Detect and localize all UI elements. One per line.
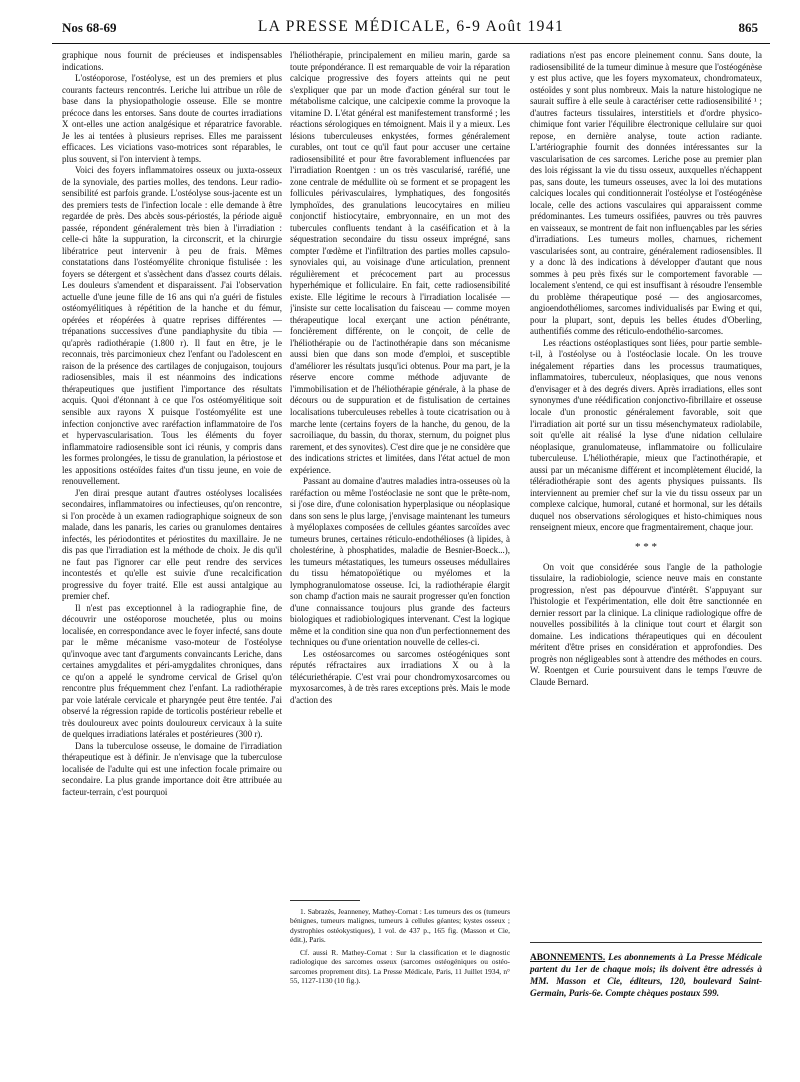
section-separator: * * * <box>635 540 657 553</box>
paragraph: On voit que considérée sous l'angle de la pathologie tissulaire, la radiobiologie, science neuve mais en constante progression, n'est pas dépourvue d'intérêt. S'appuyant sur l'histologie et l'expérimentation, elle doit être sanctionnée en dernier ressort par la clinique. La clinique radiologique offre de nouvelles possibilités à la clinique tout court et élargit son domaine. Les indications thérapeutiques qui en découlent méritent d'être prises en considération et approfondies. Des progrès non négligeables sont à attendre des méthodes en cours. W. Roentgen et Curie poursuivent dans le temps l'œuvre de Claude Bernard. <box>530 561 762 687</box>
footnote-rule <box>290 900 360 901</box>
subscriptions-text: Les abonnements à La Presse Médicale partent du 1er de chaque mois; ils doivent être adressés à MM. Masson et Cie, éditeurs, 120, boulevard Saint-Germain, Paris-6e. Compte chèques postaux 599. <box>530 953 762 999</box>
paragraph: Les réactions ostéoplastiques sont liées, pour partie semble-t-il, à l'ostéolyse ou à l'ostéoclasie locale. On les trouve inégalement réparties dans les processus traumatiques, inflammatoires, tuberculeux, néoplasiques, que nous venons d'envisager et à des degrés divers. Après irradiations, elles sont synonymes d'une réédification conjonctivo-fibrillaire et osseuse locale d'un pronostic généralement favorable, soit que l'irradiation ait porté sur un tissu mésenchymateux radiolabile, soit qu'elle ait réalisé la lyse d'une nidation cellulaire néoplasique, granulomateuse, inflammatoire ou folliculaire tuberculeuse. L'héliothérapie, mieux que l'actinothérapie, et aussi par un mécanisme différent et incomplètement élucidé, la téléradiothérapie sont des agents physiques puissants. Ils interviennent au premier chef sur la vie du tissu osseux par un complexe calcique, humoral, cutané et hormonal, sur les détails duquel nos observations sérologiques et histo-chimiques nous renseignent mieux, encore que fragmentairement, chaque jour. <box>530 337 762 533</box>
paragraph: Voici des foyers inflammatoires osseux ou juxta-osseux de la synoviale, des parties molles, des tendons. Leur radio-sensibilité est parfois grande. L'ostéolyse sous-jacente est un des premiers tests de l'infection locale : elle demande à être regardée de près. Des abcès sous-périostés, la période aiguë passée, répondent généralement très bien à l'irradiation : celle-ci hâte la suppuration, la circonscrit, et la chirurgie libératrice peut intervenir à peu de frais. Mêmes constatations dans l'ostéomyélite chronique fistulisée : les foyers se détergent et s'assèchent dans d'assez courts délais. Les douleurs s'amendent et disparaissent. J'ai l'observation actuelle d'une jeune fille de 16 ans qui n'a guéri de fistules ostéomyélitiques à répétition de la hanche et du fémur, opérées et réopérées à quatre reprises différentes — trépanations successives d'une pandiaphysite du tibia — qu'après radiothérapie (1.800 r). Il faut en être, je le reconnais, très parcimonieux chez l'enfant ou l'adolescent en raison de la présence des cartilages de conjugaison, toujours radiosensibles, mais il est néanmoins des indications thérapeutiques que justifient l'importance des résultats acquis. Quoi d'étonnant à ce que l'os ostéomyélitique soit sensible aux rayons X puisque l'ostéomyélite est une infection conjonctive avec raréfaction inflammatoire de l'os et hypervascularisation. Tous les éléments du foyer inflammatoire radiosensible sont ici réunis, y compris dans les formes prolongées, le tissu de granulation, la périostose et les appositions ostéoïdes faites d'un tissu jeune, en voie de renouvellement. <box>62 165 282 487</box>
subscriptions-lead: ABONNEMENTS. <box>530 953 606 963</box>
footnotes <box>290 900 510 989</box>
issue-number: Nos 68-69 <box>62 20 117 35</box>
page-header <box>52 16 770 44</box>
subscriptions-notice <box>530 942 762 1001</box>
footnote: Cf. aussi R. Mathey-Cornat : Sur la classification et le diagnostic radiologique des sarcomes osseux (sarcomes ostéogéniques ou ostéo-sarcomes proprement dits). La Presse Médicale, Paris, 11 Juillet 1934, n° 55, 1127-1130 (10 fig.). <box>290 948 510 986</box>
journal-title: LA PRESSE MÉDICALE, 6-9 Août 1941 <box>257 18 565 35</box>
paragraph: graphique nous fournit de précieuses et indispensables indications. <box>62 50 282 72</box>
paragraph: radiations n'est pas encore pleinement connu. Sans doute, la radiosensibilité de la tumeur diminue à mesure que l'ostéogénèse y est plus active, que les foyers myxomateux, chondromateux, ostéoïdes y sont plus nombreux. Mais la nature histologique ne saurait suffire à elle seule à caractériser cette radiosensibilité ¹ ; d'autres facteurs tissulaires, interstitiels et d'ordre physico-chimique font varier l'équilibre électronique cellulaire sur quoi repose, en dernière analyse, toute action radiante. L'artériographie fournit des données intéressantes sur la vascularisation de ces sarcomes. Leriche pose au premier plan des lois régissant la vie du tissu osseux, auxquelles n'échappent pas, sans doute, les tumeurs osseuses, avec la loi des mutations calciques locales qui conditionnerait l'ostéolyse et l'ostéogénèse locale, celle des actions vasculaires qui apparaissent comme prédominantes. Les tumeurs ossifiées, pauvres ou très pauvres en vaisseaux, se montrent de fait non influençables par les séries d'irradiations. Les tumeurs molles, charnues, richement vascularisées sont, au contraire, généralement radiosensibles. Il y a donc là des indications à développer d'autant que nous sommes à peu près fixés sur le comportement favorable — localement s'entend, ce qui est insuffisant à résoudre l'ensemble du problème thérapeutique posé — des angiosarcomes, angioendothéliomes, sarcomes individualisés par Ewing et qui, pour la plupart, sont, depuis les belles études d'Oberling, authentifiés comme des réticulo-endothélio-sarcomes. <box>530 50 762 337</box>
paragraph: L'ostéoporose, l'ostéolyse, est un des premiers et plus courants facteurs rencontrés. Leriche lui attribue un rôle de base dans la physiopathologie osseuse. Elle se montre précoce dans les entorses. Sans doute de courtes irradiations X ont-elles une action analgésique et réparatrice favorable. Je les ai tentées à plusieurs reprises. Elles me paraissent efficaces. Les viciations vaso-motrices sont réparables, le plus souvent, si l'on intervient à temps. <box>62 73 282 164</box>
paragraph: Les ostéosarcomes ou sarcomes ostéogéniques sont réputés réfractaires aux irradiations X ou à la télécuriethérapie. C'est vrai pour chondromyxosarcomes ou myxosarcomes, à de très rares exceptions près. Mais le mode d'action des <box>290 648 510 705</box>
paragraph: l'héliothérapie, principalement en milieu marin, garde sa toute prépondérance. Il est remarquable de voir la réparation calcique progressive des foyers atteints qui ne peut s'expliquer que par un mode d'action général sur tout le métabolisme calcique, une calcipexie comme la provoque la vitamine D. L'état général est manifestement transformé ; les réactions sérologiques en témoignent. Mais il y a mieux. Les lésions tuberculeuses enkystées, formes généralement curables, ont tout ce qu'il faut pour accuser une certaine radiosensibilité et pour être favorablement influencées par l'irradiation Roentgen : un os très vascularisé, raréfié, une zone centrale de médullite où se forment et se propagent les follicules périvasculaires, lymphatiques, des fongosités lymphoïdes, des granulations leucocytaires en milieu conjonctif histiocytaire, embryonnaire, en un mot des tubercules confluents tendant à la caséification et à la séquestration secondaire du tissu osseux imprégné, sans compter l'œdème et l'infiltration des parties molles capsulo-synoviales qui, au voisinage d'une articulation, prennent régulièrement et précocement part au processus hyperhémique et folliculaire. En fait, cette radiosensibilité existe. Elle légitime le recours à l'irradiation localisée — j'insiste sur cette localisation du faisceau — comme moyen thérapeutique local exerçant une action pénétrante, foncièrement différente, on le conçoit, de celle de l'héliothérapie ou de l'actinothérapie dans son mécanisme aussi bien que dans son mode d'emploi, et susceptible d'améliorer les résultats jusqu'ici obtenus. Pour ma part, je la réserve encore comme méthode adjuvante de l'immobilisation et de l'héliothérapie générale, à la phase de décours ou de suppuration et de fistulisation de certaines localisations tuberculeuses rebelles à toute cicatrisation ou à marche lente (certains foyers de la hanche, du genou, de la sacroiliaque, du bassin, du thorax, sternum, du poignet plus rarement, et des synovites). C'est dire que je ne considère que des indications strictes et limitées, dans l'état actuel de mon expérience. <box>290 50 510 475</box>
column-2 <box>290 50 510 890</box>
column-1 <box>62 50 282 1060</box>
paragraph: Il n'est pas exceptionnel à la radiographie fine, de découvrir une ostéoporose mouchetée, plus ou moins localisée, en correspondance avec le foyer infecté, sans doute par le même mécanisme vaso-moteur de l'ostéolyse qu'invoque avec tant d'arguments convaincants Leriche, dans certaines amygdalites et péri-amygdalites chroniques, dans ce qu'on a appelé le syndrome cervical de Grisel qu'on rencontre plus fréquemment chez l'enfant. La radiothérapie par voie latérale cervicale et pharyngée peut être tentée. J'ai observé la régression rapide de torticolis postérieur rebelle et très douloureux avec points douloureux cervicaux à la suite de quelques irradiations latérales et postérieures (300 r). <box>62 602 282 740</box>
footnote: 1. Sabrazès, Jeanneney, Mathey-Cornat : Les tumeurs des os (tumeurs bénignes, tumeurs malignes, tumeurs à cellules géantes; kystes osseux ; dystrophies ostéokystiques), 1 vol. de 437 p., 165 fig. (Masson et Cie, édit.), Paris. <box>290 907 510 944</box>
paragraph: J'en dirai presque autant d'autres ostéolyses localisées secondaires, inflammatoires ou infectieuses, qu'on rencontre, si l'on procède à un examen radiographique soigneux de son malade, dans les panaris, les caries ou granulomes dentaires infectés, les périodontites et périostites du maxillaire. Je ne dis pas que l'irradiation est la méthode de choix. Je dis qu'il ne faut pas l'ignorer car elle peut rendre des services incontestés et qu'elle est suivie d'une recalcification progressive du foyer traité. Elle est aussi antalgique au premier chef. <box>62 487 282 602</box>
page-number: 865 <box>738 20 758 35</box>
paragraph: Dans la tuberculose osseuse, le domaine de l'irradiation thérapeutique est à définir. Je n'envisage que la tuberculose localisée de l'adulte qui est une infection focale primaire ou secondaire. La plus grande importance doit être attribuée au facteur-terrain, c'est pourquoi <box>62 740 282 797</box>
paragraph: Passant au domaine d'autres maladies intra-osseuses où la raréfaction ou même l'ostéoclasie ne sont que le prête-nom, si j'ose dire, d'une colonisation hyperplasique ou néoplasique dans son sens le plus large, j'envisage maintenant les tumeurs à myéloplaxes composées de cellules géantes sarcoïdes avec tumeurs brunes, certaines réticulo-endothélioses (à lipides, à cholestérine, à phosphatides, maladie de Besnier-Boeck...), les tumeurs métastatiques, les tumeurs osseuses médullaires du tissu hématopoïétique ou myélomes et la lymphogranulomatose osseuse. Ici, la radiothérapie élargit son champ d'action mais ne saurait progresser qu'en fonction d'une connaissance toujours plus grande des facteurs biologiques et radiobiologiques intervenant. C'est la logique même et la condition sine qua non d'un perfectionnement des techniques ou d'une orientation nouvelle de celles-ci. <box>290 476 510 648</box>
column-3 <box>530 50 762 930</box>
